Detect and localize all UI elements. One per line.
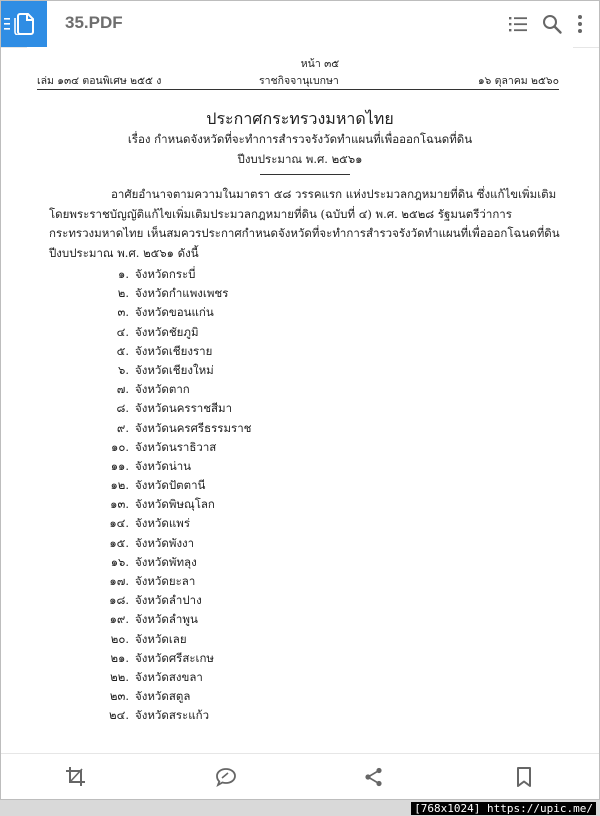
list-item-name: จังหวัดขอนแก่น: [135, 305, 214, 320]
body-paragraph: [49, 185, 559, 264]
list-item-number: ๓.: [117, 305, 129, 320]
list-item-name: จังหวัดตาก: [135, 382, 190, 397]
list-item-number: ๒๐.: [110, 631, 129, 646]
list-item-name: จังหวัดลำพูน: [135, 612, 198, 627]
list-item-number: ๑๗.: [109, 574, 129, 588]
app-bar: [1, 1, 599, 48]
list-item-number: ๒๔.: [109, 708, 129, 723]
list-item-number: ๑๐.: [111, 439, 129, 454]
list-item: [97, 380, 251, 399]
list-item-name: จังหวัดนราธิวาส: [135, 439, 217, 454]
list-item: [97, 399, 251, 418]
list-item: [97, 514, 251, 533]
list-item: [97, 438, 251, 457]
list-item-number: ๗.: [116, 382, 129, 397]
bookmark-icon[interactable]: [513, 766, 535, 788]
list-item-number: ๕.: [116, 343, 129, 358]
list-item: [97, 361, 251, 380]
list-item-number: ๒.: [117, 286, 129, 301]
list-item: [97, 630, 251, 649]
header-gazette-name: ราชกิจจานุเบกษา: [259, 75, 339, 87]
list-item-name: จังหวัดนครราชสีมา: [135, 401, 233, 416]
list-item-number: ๑๓.: [110, 497, 129, 512]
header-date: ๑๖ ตุลาคม ๒๕๖๐: [477, 75, 559, 87]
list-item: [97, 284, 251, 303]
list-item-number: ๑๙.: [109, 612, 129, 627]
document-menu-button[interactable]: [1, 1, 47, 47]
list-item: [97, 668, 251, 687]
list-item: [97, 687, 251, 706]
list-item-number: ๖.: [118, 362, 129, 377]
outline-list-icon[interactable]: [507, 13, 529, 35]
list-item-number: ๑๒.: [110, 478, 129, 493]
list-item-number: ๑๖.: [110, 554, 129, 569]
list-item: [97, 610, 251, 629]
list-item: [97, 457, 251, 476]
list-item-name: จังหวัดปัตตานี: [135, 478, 206, 493]
list-item-number: ๑๑.: [110, 458, 129, 473]
list-item-number: ๑๕.: [109, 535, 129, 550]
list-item-name: จังหวัดนครศรีธรรมราช: [135, 420, 252, 435]
list-item-number: ๒๑.: [110, 650, 129, 665]
list-item-name: จังหวัดเชียงใหม่: [135, 362, 214, 377]
list-item-name: จังหวัดสงขลา: [135, 669, 203, 684]
list-item-name: จังหวัดเลย: [135, 631, 187, 646]
pdf-page: [27, 47, 573, 747]
list-item-name: จังหวัดยะลา: [135, 574, 196, 588]
paragraph-line: ปีงบประมาณ พ.ศ. ๒๕๖๑ ดังนี้: [49, 246, 199, 261]
list-item-name: จังหวัดเชียงราย: [135, 343, 213, 358]
paragraph-line: กระทรวงมหาดไทย เห็นสมควรประกาศกำหนดจังหวัดที่จะทำการสำรวจรังวัดทำแผนที่เพื่อออกโฉนดที่ดิน: [49, 226, 560, 241]
list-item-name: จังหวัดน่าน: [135, 458, 192, 473]
paragraph-line: อาศัยอำนาจตามความในมาตรา ๕๘ วรรคแรก แห่งประมวลกฎหมายที่ดิน ซึ่งแก้ไขเพิ่มเติม: [111, 187, 557, 201]
search-icon[interactable]: [541, 13, 563, 35]
list-item-name: จังหวัดกระบี่: [135, 267, 196, 281]
announcement-subject: เรื่อง กำหนดจังหวัดที่จะทำการสำรวจรังวัดทำแผนที่เพื่อออกโฉนดที่ดิน: [127, 132, 473, 146]
share-icon[interactable]: [363, 766, 385, 788]
list-item-name: จังหวัดพิษณุโลก: [135, 497, 215, 512]
list-item-number: ๔.: [116, 324, 129, 339]
list-item-name: จังหวัดสตูล: [135, 689, 191, 704]
list-item-number: ๑๔.: [109, 516, 129, 531]
list-item-name: จังหวัดลำปาง: [135, 593, 202, 608]
document-icon: [14, 13, 34, 35]
list-item-name: จังหวัดพังงา: [135, 535, 195, 550]
announcement-title: ประกาศกระทรวงมหาดไทย: [206, 109, 394, 128]
province-list: [97, 265, 251, 726]
bottom-toolbar: [1, 753, 599, 800]
list-item: [97, 649, 251, 668]
list-item-number: ๒๒.: [110, 669, 129, 684]
watermark-label: [768x1024] https://upic.me/: [411, 802, 596, 815]
list-item-name: จังหวัดกำแพงเพชร: [135, 286, 229, 301]
comment-icon[interactable]: [215, 766, 237, 788]
header-divider: [37, 89, 559, 90]
drawer-lines-icon: [4, 18, 10, 30]
fiscal-year: ปีงบประมาณ พ.ศ. ๒๕๖๑: [237, 152, 363, 166]
list-item: [97, 342, 251, 361]
more-vert-icon[interactable]: [573, 13, 587, 35]
list-item-name: จังหวัดชัยภูมิ: [135, 324, 199, 339]
list-item-number: ๒๓.: [109, 689, 129, 704]
list-item-number: ๘.: [116, 401, 129, 416]
list-item-name: จังหวัดสระแก้ว: [135, 708, 210, 723]
list-item-name: จังหวัดศรีสะเกษ: [135, 650, 215, 665]
document-title: 35.PDF: [65, 13, 123, 32]
list-item: [97, 265, 251, 284]
header-volume: เล่ม ๑๓๔ ตอนพิเศษ ๒๕๕ ง: [37, 75, 162, 87]
list-item-name: จังหวัดแพร่: [135, 516, 191, 531]
paragraph-line: โดยพระราชบัญญัติแก้ไขเพิ่มเติมประมวลกฎหมายที่ดิน (ฉบับที่ ๔) พ.ศ. ๒๕๒๘ รัฐมนตรีว่าการ: [49, 206, 512, 221]
crop-icon[interactable]: [65, 766, 87, 788]
list-item: [97, 553, 251, 572]
list-item: [97, 323, 251, 342]
list-item: [97, 591, 251, 610]
list-item: [97, 534, 251, 553]
list-item: [97, 476, 251, 495]
list-item-number: ๑.: [118, 267, 129, 281]
list-item: [97, 572, 251, 591]
list-item-number: ๑๘.: [109, 593, 129, 608]
list-item: [97, 495, 251, 514]
title-underline: [260, 174, 350, 175]
page-number-label: หน้า ๓๕: [300, 58, 340, 70]
list-item: [97, 706, 251, 725]
list-item-number: ๙.: [116, 420, 129, 435]
list-item: [97, 303, 251, 322]
list-item-name: จังหวัดพัทลุง: [135, 554, 197, 569]
list-item: [97, 419, 251, 438]
